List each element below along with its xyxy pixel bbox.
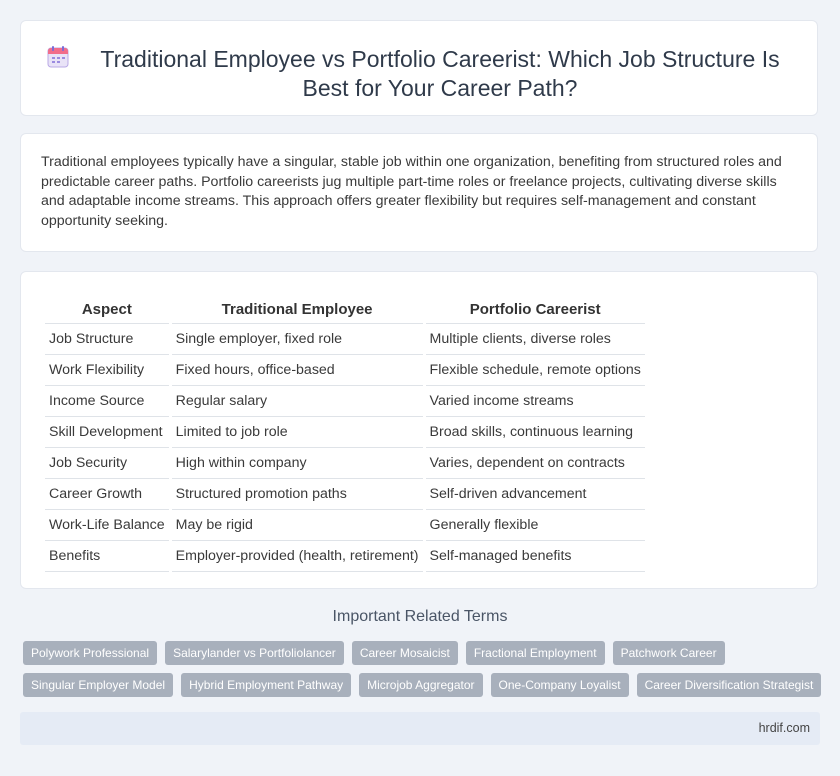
table-row <box>45 386 645 417</box>
table-row <box>45 541 645 572</box>
related-terms-heading: Important Related Terms <box>332 608 508 625</box>
table-row <box>45 448 645 479</box>
table-cell-portfolio: Self-managed benefits <box>426 541 645 572</box>
table-cell-portfolio: Multiple clients, diverse roles <box>426 324 645 355</box>
comparison-card <box>20 271 818 589</box>
related-term-tag[interactable]: Fractional Employment <box>466 641 605 665</box>
related-term-tag[interactable]: Singular Employer Model <box>23 673 173 697</box>
page-title: Traditional Employee vs Portfolio Careerist: Which Job Structure Is Best for Your Career Path? <box>100 46 780 101</box>
table-cell-aspect: Work Flexibility <box>45 355 169 386</box>
table-row <box>45 510 645 541</box>
footer-site-link[interactable]: hrdif.com <box>758 721 810 735</box>
comparison-table <box>42 294 648 572</box>
table-cell-traditional: Structured promotion paths <box>172 479 423 510</box>
table-row <box>45 479 645 510</box>
table-cell-portfolio: Flexible schedule, remote options <box>426 355 645 386</box>
table-cell-traditional: High within company <box>172 448 423 479</box>
related-terms-row <box>23 641 733 665</box>
table-cell-aspect: Income Source <box>45 386 169 417</box>
table-cell-aspect: Work-Life Balance <box>45 510 169 541</box>
table-cell-traditional: Single employer, fixed role <box>172 324 423 355</box>
column-header-portfolio: Portfolio Careerist <box>426 294 645 324</box>
related-term-tag[interactable]: Polywork Professional <box>23 641 157 665</box>
related-term-tag[interactable]: Hybrid Employment Pathway <box>181 673 351 697</box>
title-card <box>20 20 818 116</box>
table-cell-portfolio: Broad skills, continuous learning <box>426 417 645 448</box>
table-cell-portfolio: Varies, dependent on contracts <box>426 448 645 479</box>
table-row <box>45 355 645 386</box>
table-cell-traditional: May be rigid <box>172 510 423 541</box>
table-header-row <box>45 294 645 324</box>
related-terms-row <box>23 673 829 697</box>
table-cell-aspect: Skill Development <box>45 417 169 448</box>
table-cell-portfolio: Self-driven advancement <box>426 479 645 510</box>
related-term-tag[interactable]: Salarylander vs Portfoliolancer <box>165 641 344 665</box>
table-cell-traditional: Limited to job role <box>172 417 423 448</box>
column-header-traditional: Traditional Employee <box>172 294 423 324</box>
table-row <box>45 417 645 448</box>
table-cell-aspect: Job Structure <box>45 324 169 355</box>
table-cell-traditional: Regular salary <box>172 386 423 417</box>
table-cell-aspect: Career Growth <box>45 479 169 510</box>
intro-paragraph: Traditional employees typically have a singular, stable job within one organization, benefiting from structured roles and predictable career paths. Portfolio careerists jug multiple part-time roles or freelance projects, cultivating diverse skills and adaptable income streams. This approach offers greater flexibility but requires self-management and constant opportunity seeking. <box>41 154 782 229</box>
table-row <box>45 324 645 355</box>
related-term-tag[interactable]: Microjob Aggregator <box>359 673 482 697</box>
intro-card <box>20 133 818 252</box>
related-term-tag[interactable]: Patchwork Career <box>613 641 725 665</box>
table-cell-traditional: Employer-provided (health, retirement) <box>172 541 423 572</box>
table-cell-aspect: Job Security <box>45 448 169 479</box>
table-cell-portfolio: Varied income streams <box>426 386 645 417</box>
table-cell-aspect: Benefits <box>45 541 169 572</box>
footer-bar <box>20 712 820 745</box>
table-cell-portfolio: Generally flexible <box>426 510 645 541</box>
table-cell-traditional: Fixed hours, office-based <box>172 355 423 386</box>
related-term-tag[interactable]: One-Company Loyalist <box>491 673 629 697</box>
related-term-tag[interactable]: Career Diversification Strategist <box>637 673 822 697</box>
related-term-tag[interactable]: Career Mosaicist <box>352 641 458 665</box>
column-header-aspect: Aspect <box>45 294 169 324</box>
